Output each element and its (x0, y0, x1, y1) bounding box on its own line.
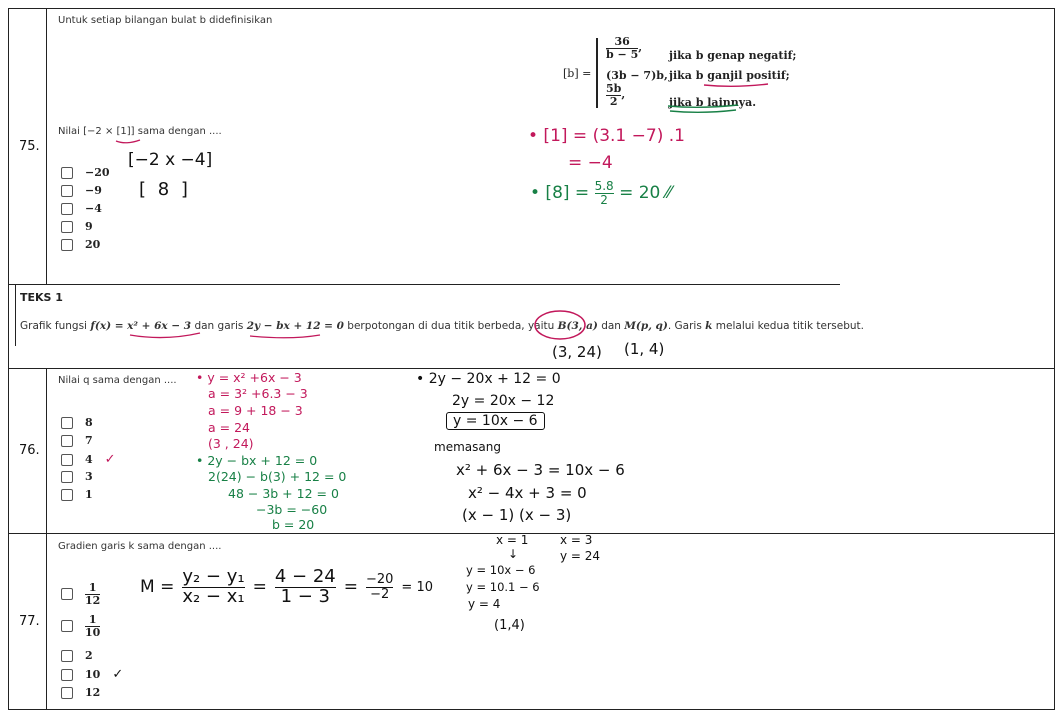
checkbox[interactable] (61, 454, 73, 466)
option-d[interactable]: 10 ✓ (61, 667, 123, 682)
handwriting-point-b: (3, 24) (552, 343, 602, 361)
option-c[interactable]: 2 (61, 649, 93, 662)
case3-den: 2 (609, 94, 618, 108)
underline-mark (114, 138, 144, 146)
checkbox[interactable] (61, 221, 73, 233)
case1-condition: jika b genap negatif; (669, 49, 797, 62)
handwriting-black-1: [−2 x −4] (128, 150, 213, 170)
question-number: 75. (19, 139, 40, 154)
checkbox[interactable] (61, 185, 73, 197)
handwriting-black-2: [ 8 ] (139, 179, 191, 200)
option-b[interactable]: 7 (61, 434, 93, 447)
pen-markups (120, 308, 600, 348)
option-b[interactable]: −9 (61, 184, 102, 197)
question-text: Nilai [−2 × [1]] sama dengan .... (58, 126, 222, 137)
checkbox[interactable] (61, 620, 73, 632)
row-divider (8, 284, 840, 285)
handwriting-green: • [8] = $\frac{5.8}{2}$ = 20 ⁄⁄ (530, 179, 672, 207)
case3-num: 5b (606, 82, 622, 95)
question-number: 77. (19, 614, 40, 629)
option-e[interactable]: 20 (61, 238, 100, 251)
option-b[interactable]: $\frac{1}{10}$ (61, 614, 100, 638)
question-text: Nilai q sama dengan .... (58, 375, 177, 386)
brace (596, 38, 598, 108)
checkbox[interactable] (61, 417, 73, 429)
point-b: B(3, a) (557, 320, 598, 332)
checkbox[interactable] (61, 471, 73, 483)
section-title: TEKS 1 (20, 291, 63, 304)
check-mark: ✓ (112, 667, 124, 682)
case1-num: 36 (614, 35, 630, 48)
row-divider (8, 533, 1055, 534)
question-text: Gradien garis k sama dengan .... (58, 541, 222, 552)
case3-expr: $\frac{5b}{2}$ , (606, 82, 626, 108)
check-mark: ✓ (104, 452, 116, 467)
checkbox[interactable] (61, 167, 73, 179)
checkbox[interactable] (61, 489, 73, 501)
checkbox[interactable] (61, 650, 73, 662)
option-e[interactable]: 1 (61, 488, 93, 501)
case2-condition: jika b ganjil positif; (669, 69, 790, 82)
checkbox[interactable] (61, 588, 73, 600)
checkbox[interactable] (61, 435, 73, 447)
question-number: 76. (19, 443, 40, 458)
handwriting-point-m: (1, 4) (624, 340, 665, 358)
option-a[interactable]: $\frac{1}{12}$ (61, 582, 100, 606)
number-column-divider (46, 368, 47, 710)
row-divider (8, 368, 1055, 369)
checkbox[interactable] (61, 669, 73, 681)
point-m: M(p, q) (624, 320, 668, 332)
definition-lhs: [b] = (563, 67, 592, 80)
question-intro: Untuk setiap bilangan bulat b didefinisikan (58, 15, 273, 26)
teks-paragraph: Grafik fungsi f(x) = x² + 6x − 3 dan garis 2y − bx + 12 = 0 berpotongan di dua titik berbeda, yaitu B(3, a) dan M(p, q). Garis k melalui kedua titik tersebut. (20, 320, 864, 332)
option-d[interactable]: 9 (61, 220, 93, 233)
case3-condition: jika b lainnya. (669, 96, 757, 109)
option-c[interactable]: −4 (61, 202, 102, 215)
checkbox[interactable] (61, 687, 73, 699)
handwriting-red-2: = −4 (568, 153, 613, 173)
line-expr: 2y − bx + 12 = 0 (246, 320, 344, 332)
teks-side-line (15, 284, 16, 346)
gradient-working: M = $\frac{\text{y₂ − y₁}}{\text{x₂ − x₁}}$ = $\frac{4 - 24}{1 - 3}$ = $\frac{-20}{-2}$ = 10 (140, 566, 433, 607)
handwriting-red-1: • [1] = (3.1 −7) .1 (528, 126, 685, 146)
checkbox[interactable] (61, 203, 73, 215)
number-column-divider (46, 8, 47, 284)
underline-marks (660, 80, 780, 120)
option-a[interactable]: 8 (61, 416, 93, 429)
option-e[interactable]: 12 (61, 686, 100, 699)
option-d[interactable]: 3 (61, 470, 93, 483)
option-c[interactable]: 4 ✓ (61, 452, 116, 467)
checkbox[interactable] (61, 239, 73, 251)
case2-expr: (3b − 7)b, (606, 69, 668, 82)
option-a[interactable]: −20 (61, 166, 110, 179)
case1-den: b − 5 (606, 47, 639, 61)
case1-expr: $\frac{36}{b - 5}$ , (606, 35, 643, 61)
function-expr: f(x) = x² + 6x − 3 (90, 320, 192, 332)
